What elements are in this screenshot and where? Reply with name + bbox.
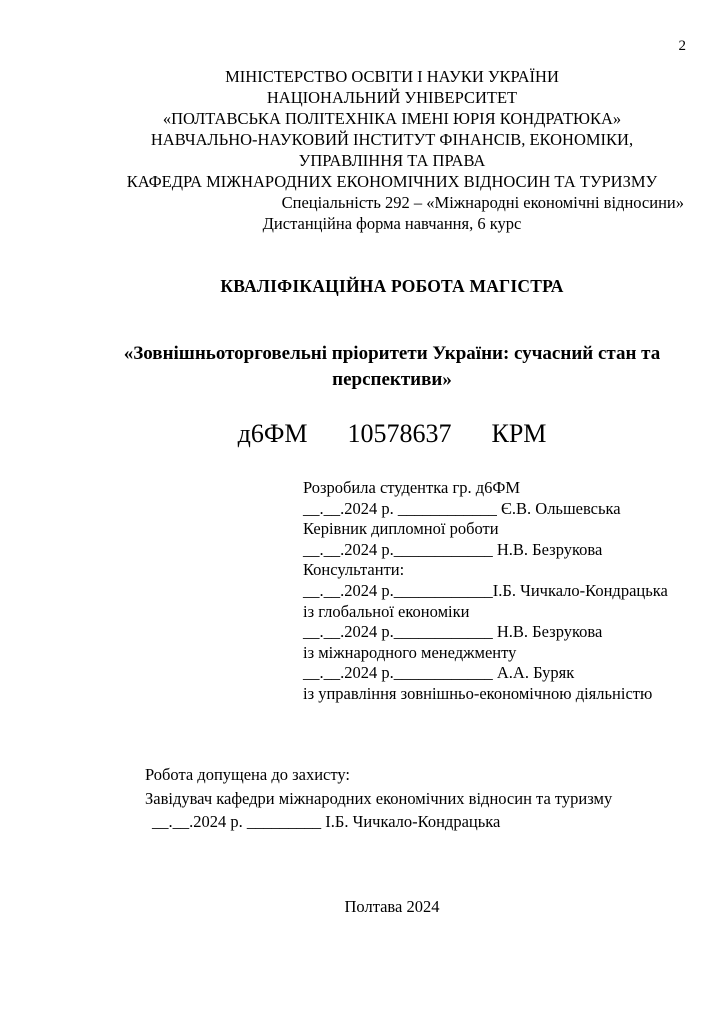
- signature-line: Розробила студентка гр. д6ФМ: [303, 478, 521, 497]
- ministry-line: МІНІСТЕРСТВО ОСВІТИ І НАУКИ УКРАЇНИ: [225, 67, 559, 86]
- university-line: НАЦІОНАЛЬНИЙ УНІВЕРСИТЕТ: [266, 88, 518, 107]
- university-header: [100, 66, 684, 234]
- signature-block: [303, 478, 668, 705]
- thesis-title: «Зовнішньоторговельні пріоритети України: сучасний стан та перспективи»: [123, 343, 661, 390]
- approval-line: Завідувач кафедри міжнародних економічних відносин та туризму: [145, 788, 613, 808]
- approval-block: [145, 763, 612, 834]
- record-number: 10578637: [347, 419, 452, 448]
- approval-line: __.__.2024 р. _________ І.Б. Чичкало-Кондрацька: [152, 812, 501, 831]
- approval-line: Робота допущена до захисту:: [145, 765, 350, 784]
- page-number: 2: [678, 38, 686, 54]
- signature-line: __.__.2024 р.____________ А.А. Буряк: [303, 663, 575, 683]
- code-line: [100, 419, 684, 449]
- signature-line: із глобальної економіки: [303, 601, 470, 621]
- signature-line: __.__.2024 р.____________ Н.В. Безрукова: [303, 622, 603, 642]
- signature-line: із міжнародного менеджменту: [303, 642, 517, 662]
- signature-line: Консультанти:: [303, 560, 405, 580]
- department-line: КАФЕДРА МІЖНАРОДНИХ ЕКОНОМІЧНИХ ВІДНОСИН ТА ТУРИЗМУ: [126, 172, 658, 191]
- study-form-line: Дистанційна форма навчання, 6 курс: [262, 214, 522, 233]
- signature-line: __.__.2024 р.____________ Н.В. Безрукова: [303, 539, 603, 559]
- university-name-line: «ПОЛТАВСЬКА ПОЛІТЕХНІКА ІМЕНІ ЮРІЯ КОНДРАТЮКА»: [162, 109, 622, 128]
- group-code: д6ФМ: [237, 419, 308, 448]
- city-year: Полтава 2024: [344, 897, 440, 916]
- signature-line: Керівник дипломної роботи: [303, 519, 499, 539]
- signature-line: __.__.2024 р.____________І.Б. Чичкало-Кондрацька: [303, 580, 668, 600]
- work-code: КРМ: [491, 419, 547, 448]
- institute-line-1: НАВЧАЛЬНО-НАУКОВИЙ ІНСТИТУТ ФІНАНСІВ, ЕКОНОМІКИ,: [150, 130, 634, 149]
- institute-line-2: УПРАВЛІННЯ ТА ПРАВА: [298, 151, 486, 170]
- work-type-heading: КВАЛІФІКАЦІЙНА РОБОТА МАГІСТРА: [220, 276, 564, 296]
- specialty-line: Спеціальність 292 – «Міжнародні економічні відносини»: [281, 193, 684, 212]
- signature-line: __.__.2024 р. ____________ Є.В. Ольшевська: [303, 498, 621, 518]
- signature-line: із управління зовнішньо-економічною діяльністю: [303, 683, 653, 703]
